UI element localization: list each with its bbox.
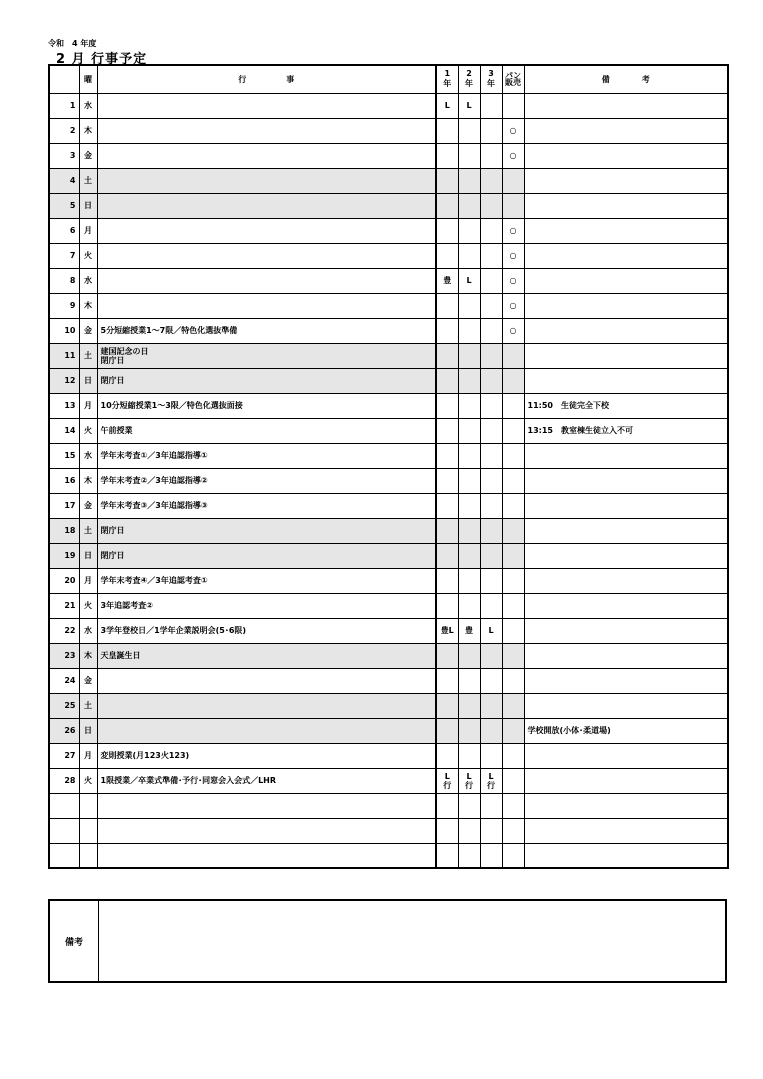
weekday-header: 曜 — [79, 65, 97, 93]
remarks-cell — [524, 518, 728, 543]
weekday-cell: 木 — [79, 293, 97, 318]
table-row — [49, 843, 728, 868]
event-cell — [97, 693, 436, 718]
grade1-cell — [436, 743, 458, 768]
grade3-cell: L — [480, 618, 502, 643]
remarks-cell — [524, 468, 728, 493]
bread-sales-cell — [502, 368, 524, 393]
grade2-cell — [458, 218, 480, 243]
grade3-cell — [480, 168, 502, 193]
grade1-cell — [436, 793, 458, 818]
grade1-cell — [436, 543, 458, 568]
remarks-cell — [524, 493, 728, 518]
grade1-cell — [436, 168, 458, 193]
table-row — [49, 93, 728, 118]
remarks-cell — [524, 368, 728, 393]
grade2-cell — [458, 568, 480, 593]
grade3-cell — [480, 343, 502, 368]
grade2-cell: 豊 — [458, 618, 480, 643]
bread-sales-cell — [502, 843, 524, 868]
grade1-cell — [436, 818, 458, 843]
grade1-cell — [436, 368, 458, 393]
bread-sales-cell — [502, 718, 524, 743]
remarks-cell — [524, 818, 728, 843]
grade3-header: 3 年 — [480, 65, 502, 93]
event-cell: 3年追認考査② — [97, 593, 436, 618]
grade3-cell — [480, 118, 502, 143]
event-cell — [97, 793, 436, 818]
grade2-cell — [458, 193, 480, 218]
remarks-cell — [524, 268, 728, 293]
bread-sales-cell — [502, 443, 524, 468]
table-row — [49, 168, 728, 193]
grade2-cell — [458, 793, 480, 818]
day-cell: 5 — [49, 193, 79, 218]
grade3-cell — [480, 718, 502, 743]
event-cell — [97, 818, 436, 843]
grade3-cell — [480, 568, 502, 593]
event-cell: 学年末考査③／3年追認指導③ — [97, 493, 436, 518]
remarks-cell — [524, 543, 728, 568]
remarks-cell — [524, 218, 728, 243]
weekday-cell: 土 — [79, 343, 97, 368]
events-header: 行 事 — [97, 65, 436, 93]
table-row — [49, 418, 728, 443]
grade2-header: 2 年 — [458, 65, 480, 93]
day-cell: 13 — [49, 393, 79, 418]
bread-sales-cell — [502, 818, 524, 843]
grade2-cell — [458, 643, 480, 668]
table-row — [49, 443, 728, 468]
day-cell — [49, 818, 79, 843]
table-row — [49, 743, 728, 768]
grade3-cell — [480, 668, 502, 693]
grade1-cell — [436, 318, 458, 343]
grade3-cell — [480, 443, 502, 468]
weekday-cell: 日 — [79, 718, 97, 743]
bread-sales-cell — [502, 393, 524, 418]
event-cell: 学年末考査④／3年追認考査① — [97, 568, 436, 593]
grade2-cell — [458, 593, 480, 618]
bread-sales-cell — [502, 493, 524, 518]
table-row — [49, 268, 728, 293]
day-cell: 4 — [49, 168, 79, 193]
table-row — [49, 793, 728, 818]
grade1-cell — [436, 518, 458, 543]
grade2-cell — [458, 518, 480, 543]
event-cell: 閉庁日 — [97, 543, 436, 568]
weekday-cell — [79, 843, 97, 868]
bread-sales-cell: ○ — [502, 243, 524, 268]
bread-sales-cell — [502, 593, 524, 618]
grade2-cell — [458, 418, 480, 443]
remarks-cell — [524, 693, 728, 718]
grade2-cell — [458, 343, 480, 368]
table-row — [49, 643, 728, 668]
grade1-cell — [436, 193, 458, 218]
grade3-cell — [480, 493, 502, 518]
remarks-cell — [524, 93, 728, 118]
notes-box — [48, 899, 727, 983]
table-row — [49, 493, 728, 518]
event-cell: 10分短縮授業1～3限／特色化選抜面接 — [97, 393, 436, 418]
grade3-cell — [480, 418, 502, 443]
grade3-cell — [480, 468, 502, 493]
grade3-cell — [480, 518, 502, 543]
grade3-cell — [480, 393, 502, 418]
day-cell: 17 — [49, 493, 79, 518]
table-row — [49, 543, 728, 568]
notes-label: 備考 — [50, 901, 99, 981]
weekday-cell: 月 — [79, 218, 97, 243]
day-cell: 8 — [49, 268, 79, 293]
grade1-cell — [436, 668, 458, 693]
event-cell — [97, 243, 436, 268]
bread-sales-cell — [502, 193, 524, 218]
grade3-cell — [480, 318, 502, 343]
remarks-cell: 11:50 生徒完全下校 — [524, 393, 728, 418]
fiscal-year-label: 令和 4 年度 — [48, 39, 97, 48]
grade2-cell — [458, 318, 480, 343]
grade1-cell — [436, 143, 458, 168]
weekday-cell: 月 — [79, 743, 97, 768]
day-cell: 6 — [49, 218, 79, 243]
bread-sales-cell — [502, 93, 524, 118]
weekday-cell: 木 — [79, 468, 97, 493]
bread-sales-cell — [502, 543, 524, 568]
grade1-cell — [436, 218, 458, 243]
grade2-cell — [458, 293, 480, 318]
weekday-cell: 土 — [79, 693, 97, 718]
day-cell: 19 — [49, 543, 79, 568]
grade1-cell — [436, 493, 458, 518]
remarks-cell: 学校開放(小体･柔道場) — [524, 718, 728, 743]
table-row — [49, 368, 728, 393]
remarks-cell — [524, 293, 728, 318]
bread-sales-cell — [502, 568, 524, 593]
table-row — [49, 693, 728, 718]
day-cell: 14 — [49, 418, 79, 443]
day-cell: 24 — [49, 668, 79, 693]
weekday-cell: 土 — [79, 168, 97, 193]
day-cell: 28 — [49, 768, 79, 793]
bread-sales-cell — [502, 418, 524, 443]
weekday-cell — [79, 793, 97, 818]
grade3-cell: L 行 — [480, 768, 502, 793]
event-cell — [97, 193, 436, 218]
remarks-cell: 13:15 教室棟生徒立入不可 — [524, 418, 728, 443]
schedule-table — [48, 64, 729, 869]
grade2-cell: L — [458, 93, 480, 118]
bread-sales-cell: ○ — [502, 118, 524, 143]
grade2-cell — [458, 243, 480, 268]
event-cell — [97, 668, 436, 693]
table-row — [49, 668, 728, 693]
weekday-cell: 金 — [79, 318, 97, 343]
grade3-cell — [480, 243, 502, 268]
day-cell: 18 — [49, 518, 79, 543]
day-cell: 12 — [49, 368, 79, 393]
grade1-cell — [436, 593, 458, 618]
weekday-cell: 水 — [79, 618, 97, 643]
event-cell — [97, 843, 436, 868]
weekday-cell: 火 — [79, 768, 97, 793]
remarks-cell — [524, 593, 728, 618]
event-cell — [97, 93, 436, 118]
day-cell: 1 — [49, 93, 79, 118]
grade1-cell: 豊 — [436, 268, 458, 293]
grade1-cell — [436, 343, 458, 368]
bread-sales-cell — [502, 743, 524, 768]
bread-sales-cell — [502, 668, 524, 693]
remarks-cell — [524, 618, 728, 643]
grade1-cell — [436, 693, 458, 718]
weekday-cell: 水 — [79, 443, 97, 468]
weekday-cell: 木 — [79, 643, 97, 668]
bread-sales-cell — [502, 343, 524, 368]
weekday-cell: 火 — [79, 243, 97, 268]
day-cell: 20 — [49, 568, 79, 593]
event-cell: 閉庁日 — [97, 368, 436, 393]
table-header-row — [49, 65, 728, 93]
weekday-cell: 金 — [79, 143, 97, 168]
grade1-cell — [436, 418, 458, 443]
day-cell: 21 — [49, 593, 79, 618]
table-row — [49, 118, 728, 143]
grade1-cell — [436, 643, 458, 668]
bread-sales-cell: ○ — [502, 143, 524, 168]
table-row — [49, 568, 728, 593]
event-cell — [97, 718, 436, 743]
grade3-cell — [480, 218, 502, 243]
day-cell: 15 — [49, 443, 79, 468]
grade1-cell — [436, 568, 458, 593]
grade3-cell — [480, 268, 502, 293]
bread-sales-cell — [502, 768, 524, 793]
event-cell: 1限授業／卒業式準備･予行･同窓会入会式／LHR — [97, 768, 436, 793]
grade2-cell — [458, 368, 480, 393]
weekday-cell: 日 — [79, 543, 97, 568]
event-cell: 建国記念の日 閉庁日 — [97, 343, 436, 368]
bread-sales-cell — [502, 618, 524, 643]
remarks-cell — [524, 643, 728, 668]
day-cell: 25 — [49, 693, 79, 718]
day-cell: 9 — [49, 293, 79, 318]
day-cell — [49, 793, 79, 818]
day-cell: 10 — [49, 318, 79, 343]
bread-sales-cell — [502, 168, 524, 193]
grade2-cell — [458, 443, 480, 468]
day-cell: 27 — [49, 743, 79, 768]
grade3-cell — [480, 593, 502, 618]
grade3-cell — [480, 793, 502, 818]
event-cell: 天皇誕生日 — [97, 643, 436, 668]
day-cell: 3 — [49, 143, 79, 168]
grade2-cell — [458, 168, 480, 193]
grade3-cell — [480, 843, 502, 868]
bread-sales-cell — [502, 518, 524, 543]
weekday-cell: 木 — [79, 118, 97, 143]
table-row — [49, 143, 728, 168]
table-row — [49, 193, 728, 218]
weekday-cell: 水 — [79, 268, 97, 293]
table-row — [49, 518, 728, 543]
bread-sales-cell — [502, 468, 524, 493]
table-row — [49, 718, 728, 743]
weekday-cell: 金 — [79, 493, 97, 518]
grade2-cell — [458, 668, 480, 693]
remarks-cell — [524, 193, 728, 218]
event-cell: 3学年登校日／1学年企業説明会(5･6限) — [97, 618, 436, 643]
weekday-cell: 土 — [79, 518, 97, 543]
grade1-cell: L — [436, 93, 458, 118]
bread-sales-cell: ○ — [502, 318, 524, 343]
weekday-cell: 火 — [79, 593, 97, 618]
table-row — [49, 393, 728, 418]
event-cell: 5分短縮授業1～7限／特色化選抜準備 — [97, 318, 436, 343]
page-title: 2 月 行事予定 — [56, 52, 148, 67]
grade2-cell — [458, 393, 480, 418]
day-header — [49, 65, 79, 93]
day-cell: 7 — [49, 243, 79, 268]
grade1-cell — [436, 293, 458, 318]
remarks-cell — [524, 768, 728, 793]
grade2-cell — [458, 818, 480, 843]
event-cell — [97, 143, 436, 168]
event-cell — [97, 268, 436, 293]
weekday-cell — [79, 818, 97, 843]
weekday-cell: 月 — [79, 568, 97, 593]
day-cell — [49, 843, 79, 868]
table-row — [49, 293, 728, 318]
remarks-cell — [524, 118, 728, 143]
event-cell: 学年末考査①／3年追認指導① — [97, 443, 436, 468]
grade1-cell — [436, 443, 458, 468]
event-cell: 午前授業 — [97, 418, 436, 443]
grade2-cell — [458, 468, 480, 493]
bread-sales-cell — [502, 643, 524, 668]
event-cell — [97, 293, 436, 318]
grade3-cell — [480, 93, 502, 118]
remarks-cell — [524, 568, 728, 593]
event-cell — [97, 118, 436, 143]
bread-sales-cell: ○ — [502, 293, 524, 318]
event-cell: 閉庁日 — [97, 518, 436, 543]
grade3-cell — [480, 368, 502, 393]
grade3-cell — [480, 693, 502, 718]
table-row — [49, 818, 728, 843]
grade3-cell — [480, 143, 502, 168]
day-cell: 11 — [49, 343, 79, 368]
grade3-cell — [480, 543, 502, 568]
day-cell: 23 — [49, 643, 79, 668]
remarks-header: 備 考 — [524, 65, 728, 93]
bread-sales-cell: ○ — [502, 218, 524, 243]
grade2-cell — [458, 543, 480, 568]
weekday-cell: 火 — [79, 418, 97, 443]
remarks-cell — [524, 843, 728, 868]
grade2-cell — [458, 143, 480, 168]
remarks-cell — [524, 343, 728, 368]
weekday-cell: 月 — [79, 393, 97, 418]
grade1-cell — [436, 718, 458, 743]
grade1-cell: L 行 — [436, 768, 458, 793]
remarks-cell — [524, 243, 728, 268]
table-row — [49, 243, 728, 268]
bread-sales-cell — [502, 693, 524, 718]
remarks-cell — [524, 318, 728, 343]
grade2-cell: L 行 — [458, 768, 480, 793]
grade1-cell: 豊L — [436, 618, 458, 643]
weekday-cell: 日 — [79, 193, 97, 218]
grade1-cell — [436, 118, 458, 143]
grade1-cell — [436, 393, 458, 418]
grade2-cell — [458, 693, 480, 718]
day-cell: 22 — [49, 618, 79, 643]
table-row — [49, 318, 728, 343]
grade2-cell — [458, 843, 480, 868]
table-row — [49, 343, 728, 368]
grade2-cell — [458, 493, 480, 518]
weekday-cell: 金 — [79, 668, 97, 693]
table-row — [49, 218, 728, 243]
table-row — [49, 618, 728, 643]
grade3-cell — [480, 818, 502, 843]
event-cell — [97, 168, 436, 193]
weekday-cell: 日 — [79, 368, 97, 393]
grade2-cell: L — [458, 268, 480, 293]
grade3-cell — [480, 643, 502, 668]
day-cell: 16 — [49, 468, 79, 493]
table-row — [49, 468, 728, 493]
bread-sales-cell — [502, 793, 524, 818]
grade1-cell — [436, 243, 458, 268]
remarks-cell — [524, 793, 728, 818]
event-cell: 変則授業(月123火123) — [97, 743, 436, 768]
grade3-cell — [480, 293, 502, 318]
event-cell — [97, 218, 436, 243]
grade2-cell — [458, 743, 480, 768]
day-cell: 2 — [49, 118, 79, 143]
grade3-cell — [480, 743, 502, 768]
remarks-cell — [524, 143, 728, 168]
table-row — [49, 768, 728, 793]
grade1-header: 1 年 — [436, 65, 458, 93]
remarks-cell — [524, 743, 728, 768]
remarks-cell — [524, 443, 728, 468]
remarks-cell — [524, 668, 728, 693]
grade3-cell — [480, 193, 502, 218]
grade1-cell — [436, 843, 458, 868]
day-cell: 26 — [49, 718, 79, 743]
grade1-cell — [436, 468, 458, 493]
bread-sales-cell: ○ — [502, 268, 524, 293]
grade2-cell — [458, 718, 480, 743]
grade2-cell — [458, 118, 480, 143]
remarks-cell — [524, 168, 728, 193]
weekday-cell: 水 — [79, 93, 97, 118]
event-cell: 学年末考査②／3年追認指導② — [97, 468, 436, 493]
table-row — [49, 593, 728, 618]
bread-sales-header: パン 販売 — [502, 65, 524, 93]
